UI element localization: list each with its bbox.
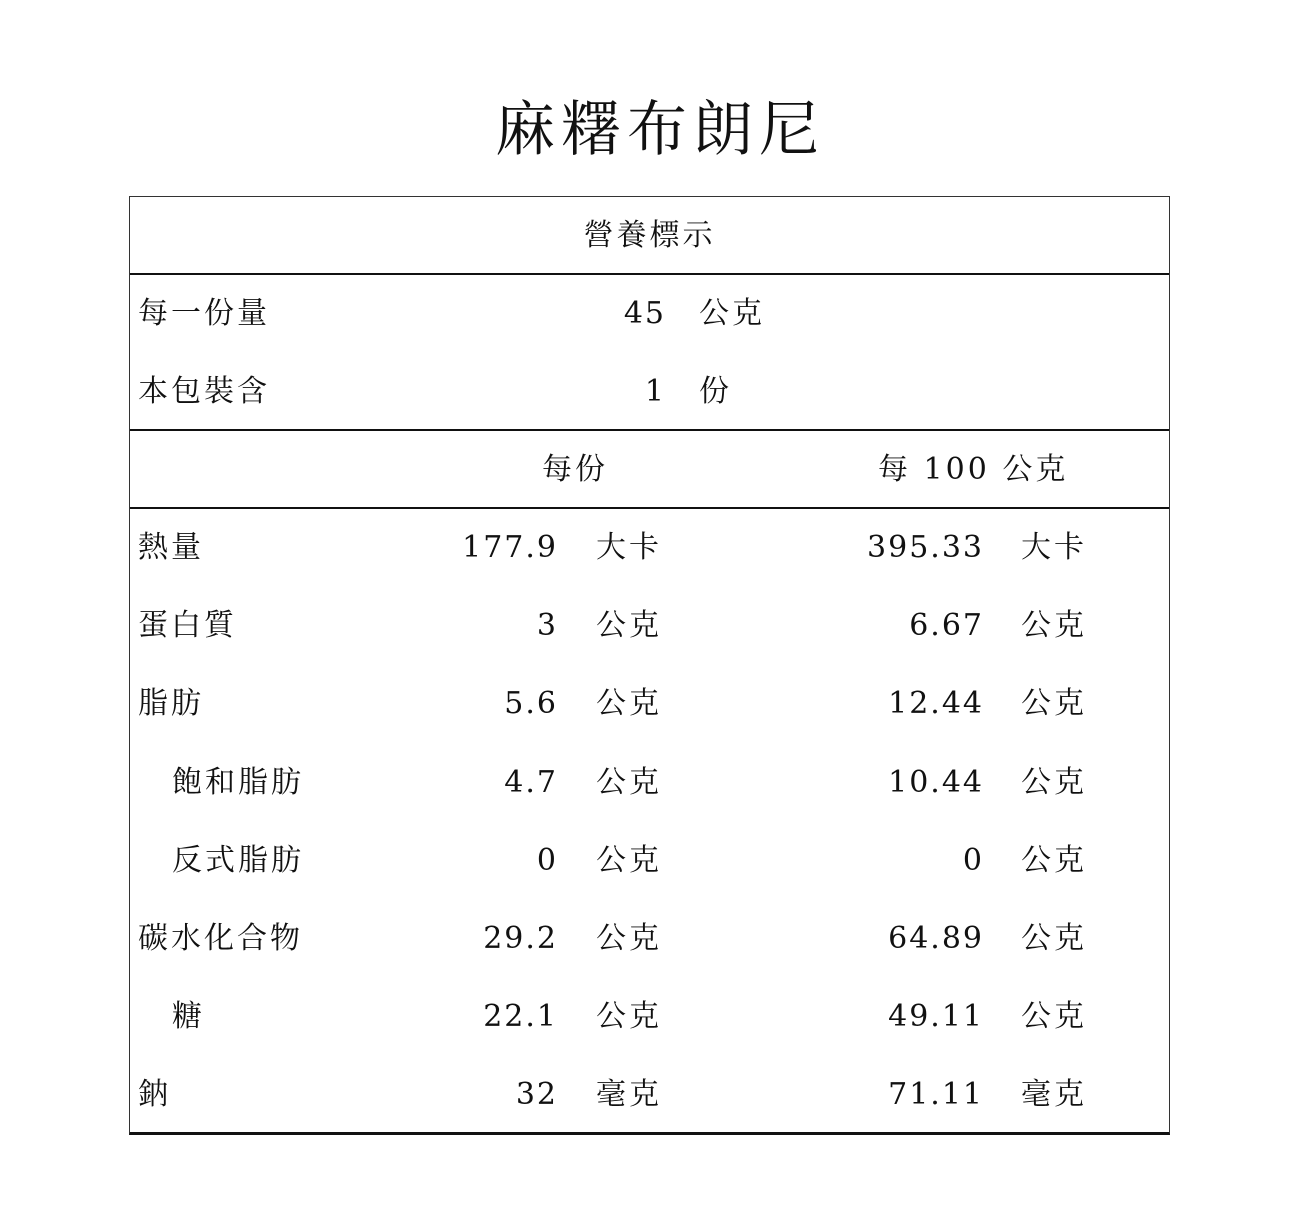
per-serving-unit: 公克: [596, 764, 662, 800]
per-100g-value: 6.67: [909, 608, 984, 644]
per-100g-value: 71.11: [888, 1077, 984, 1113]
nutrient-name: 脂肪: [138, 686, 204, 722]
column-per-serving: 每份: [542, 452, 608, 487]
per-100g-unit: 公克: [1021, 921, 1087, 956]
nutrient-row: [130, 900, 1169, 978]
serving-count-row: [130, 353, 1169, 431]
nutrition-table: [129, 196, 1170, 1135]
label-title: 營養標示: [583, 218, 716, 253]
per-serving-unit: 公克: [596, 842, 662, 878]
nutrient-row: [130, 822, 1169, 900]
per-100g-value: 395.33: [867, 530, 984, 565]
per-100g-unit: 公克: [1021, 608, 1087, 644]
per-serving-value: 4.7: [504, 764, 558, 800]
per-serving-value: 3: [536, 608, 558, 644]
per-100g-value: 12.44: [888, 686, 984, 722]
per-serving-unit: 毫克: [596, 1077, 662, 1113]
serving-count-label: 本包裝含: [138, 374, 270, 409]
serving-size-unit: 公克: [699, 296, 765, 331]
per-100g-unit: 大卡: [1021, 530, 1087, 565]
nutrient-name: 飽和脂肪: [172, 764, 304, 800]
column-per-100g: 每 100 公克: [878, 452, 1069, 487]
per-serving-unit: 公克: [596, 999, 662, 1035]
per-serving-value: 32: [515, 1077, 558, 1113]
product-title: 麻糬布朗尼: [495, 95, 825, 165]
per-100g-unit: 公克: [1021, 999, 1087, 1035]
label-title-row: [130, 197, 1169, 275]
nutrient-name: 碳水化合物: [138, 921, 303, 956]
per-100g-value: 10.44: [888, 764, 984, 800]
nutrient-row: [130, 1056, 1169, 1134]
per-100g-value: 49.11: [888, 999, 984, 1035]
nutrient-name: 蛋白質: [138, 608, 237, 644]
nutrient-row: [130, 978, 1169, 1056]
per-100g-unit: 公克: [1021, 686, 1087, 722]
serving-size-label: 每一份量: [138, 296, 270, 331]
serving-count-unit: 份: [699, 374, 732, 409]
per-serving-value: 29.2: [483, 921, 558, 956]
nutrient-name: 鈉: [138, 1077, 171, 1113]
per-100g-unit: 毫克: [1021, 1077, 1087, 1113]
per-serving-value: 22.1: [483, 999, 558, 1035]
per-serving-unit: 大卡: [596, 530, 662, 565]
nutrient-row: [130, 665, 1169, 743]
nutrient-name: 熱量: [138, 530, 204, 565]
serving-size-value: 45: [623, 296, 666, 331]
nutrient-row: [130, 744, 1169, 822]
per-100g-unit: 公克: [1021, 764, 1087, 800]
per-serving-unit: 公克: [596, 608, 662, 644]
per-100g-unit: 公克: [1021, 842, 1087, 878]
serving-count-value: 1: [644, 374, 666, 409]
per-serving-value: 0: [536, 842, 558, 878]
nutrient-row: [130, 587, 1169, 665]
per-serving-unit: 公克: [596, 921, 662, 956]
per-serving-value: 177.9: [462, 530, 558, 565]
nutrient-row: [130, 509, 1169, 587]
nutrient-name: 反式脂肪: [172, 842, 304, 878]
serving-size-row: [130, 275, 1169, 353]
per-serving-value: 5.6: [504, 686, 558, 722]
per-100g-value: 0: [962, 842, 984, 878]
per-100g-value: 64.89: [888, 921, 984, 956]
nutrient-name: 糖: [172, 999, 205, 1035]
per-serving-unit: 公克: [596, 686, 662, 722]
column-header-row: [130, 431, 1169, 509]
